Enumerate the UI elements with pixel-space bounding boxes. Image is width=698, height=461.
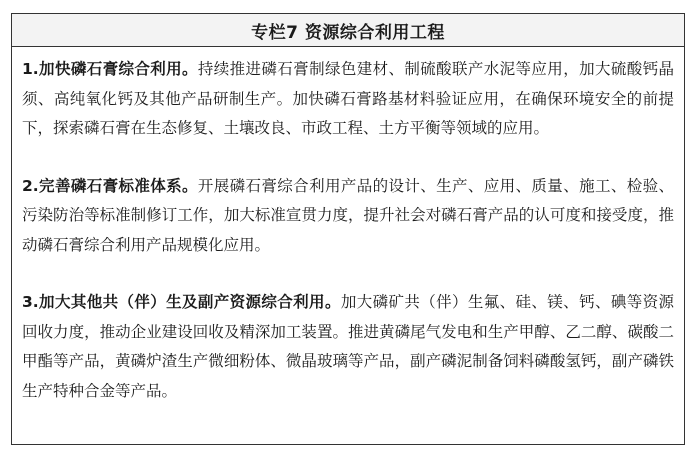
section-1 (22, 55, 674, 144)
box-body (12, 47, 684, 406)
section-1-heading: 1.加快磷石膏综合利用。 (22, 60, 198, 78)
section-1-text: 持续推进磷石膏制绿色建材、制硫酸联产水泥等应用，加大硫酸钙晶须、高纯氧化钙及其他产品研制生产。加快磷石膏路基材料验证应用，在确保环境安全的前提下，探索磷石膏在生态修复、土壤改良、市政工程、土方平衡等领域的应用。 (22, 60, 674, 137)
section-2-text: 开展磷石膏综合利用产品的设计、生产、应用、质量、施工、检验、污染防治等标准制修订工作，加大标准宣贯力度，提升社会对磷石膏产品的认可度和接受度，推动磷石膏综合利用产品规模化应用。 (22, 176, 674, 254)
box-title: 专栏7 资源综合利用工程 (12, 14, 684, 47)
section-3-heading: 3.加大其他共（伴）生及副产资源综合利用。 (22, 293, 341, 311)
section-3-text: 加大磷矿共（伴）生氟、硅、镁、钙、碘等资源回收力度，推动企业建设回收及精深加工装置。推进黄磷尾气发电和生产甲醇、乙二醇、碳酸二甲酯等产品，黄磷炉渣生产微细粉体、微晶玻璃等产品，副产磷泥制备饲料磷酸氢钙，副产磷铁生产特种合金等产品。 (22, 293, 674, 400)
section-3 (22, 288, 674, 406)
section-2-heading: 2.完善磷石膏标准体系。 (22, 176, 198, 195)
section-2 (22, 172, 674, 261)
column-box (11, 13, 685, 445)
